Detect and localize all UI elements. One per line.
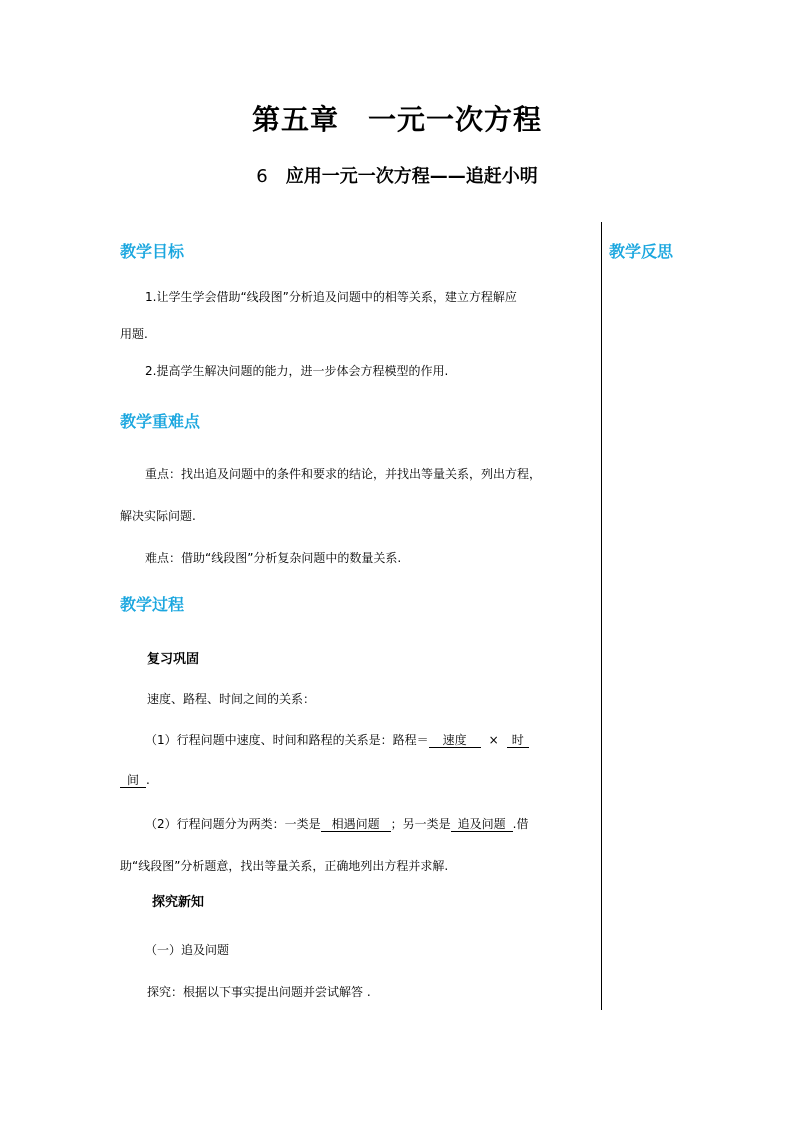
question-2-middle: ；另一类是: [390, 817, 451, 831]
objective-1-line-1: 1.让学生学会借助“线段图”分析追及问题中的相等关系，建立方程解应: [145, 290, 517, 304]
question-1-prefix: （1）行程问题中速度、时间和路程的关系是：路程＝: [145, 733, 429, 747]
answer-blank-time-part-2: 间: [120, 773, 146, 788]
times-symbol: ×: [488, 733, 499, 747]
key-points-heading: 教学重难点: [120, 412, 201, 431]
section-number: 6: [256, 166, 268, 187]
process-heading: 教学过程: [120, 595, 185, 614]
question-2-line-1: [145, 815, 528, 832]
reflection-heading: 教学反思: [609, 242, 674, 261]
focus-line-1: 重点：找出追及问题中的条件和要求的结论，并找出等量关系，列出方程，: [145, 467, 542, 481]
section-title-text: 应用一元一次方程——追赶小明: [285, 166, 538, 187]
chapter-title: 第五章 一元一次方程: [251, 103, 542, 136]
objective-1-line-2: 用题.: [120, 327, 148, 341]
question-2-prefix: （2）行程问题分为两类：一类是: [145, 817, 321, 831]
focus-line-2: 解决实际问题.: [120, 509, 196, 523]
answer-blank-meeting: 相遇问题: [321, 817, 391, 832]
answer-blank-chase: 追及问题: [451, 817, 513, 832]
question-1-line-2: [120, 773, 150, 788]
section-title: [0, 162, 794, 188]
question-1-end: .: [146, 773, 150, 787]
column-divider: [601, 222, 602, 1010]
answer-blank-time-part-1: 时: [507, 733, 529, 748]
answer-blank-speed: 速度: [429, 733, 481, 748]
question-2-end: .借: [512, 817, 529, 831]
question-1-line-1: [145, 731, 529, 748]
explore-text: 探究：根据以下事实提出问题并尝试解答 .: [147, 985, 371, 999]
relation-intro: 速度、路程、时间之间的关系：: [147, 692, 316, 706]
question-2-line-2: 助“线段图”分析题意，找出等量关系，正确地列出方程并求解.: [120, 859, 449, 873]
objectives-heading: 教学目标: [120, 242, 185, 261]
part-1-heading: （一）追及问题: [145, 943, 230, 957]
review-heading: 复习巩固: [147, 652, 200, 667]
explore-heading: 探究新知: [152, 895, 205, 910]
objective-2: 2.提高学生解决问题的能力，进一步体会方程模型的作用.: [145, 364, 449, 378]
difficulty-text: 难点：借助“线段图”分析复杂问题中的数量关系.: [145, 551, 402, 565]
